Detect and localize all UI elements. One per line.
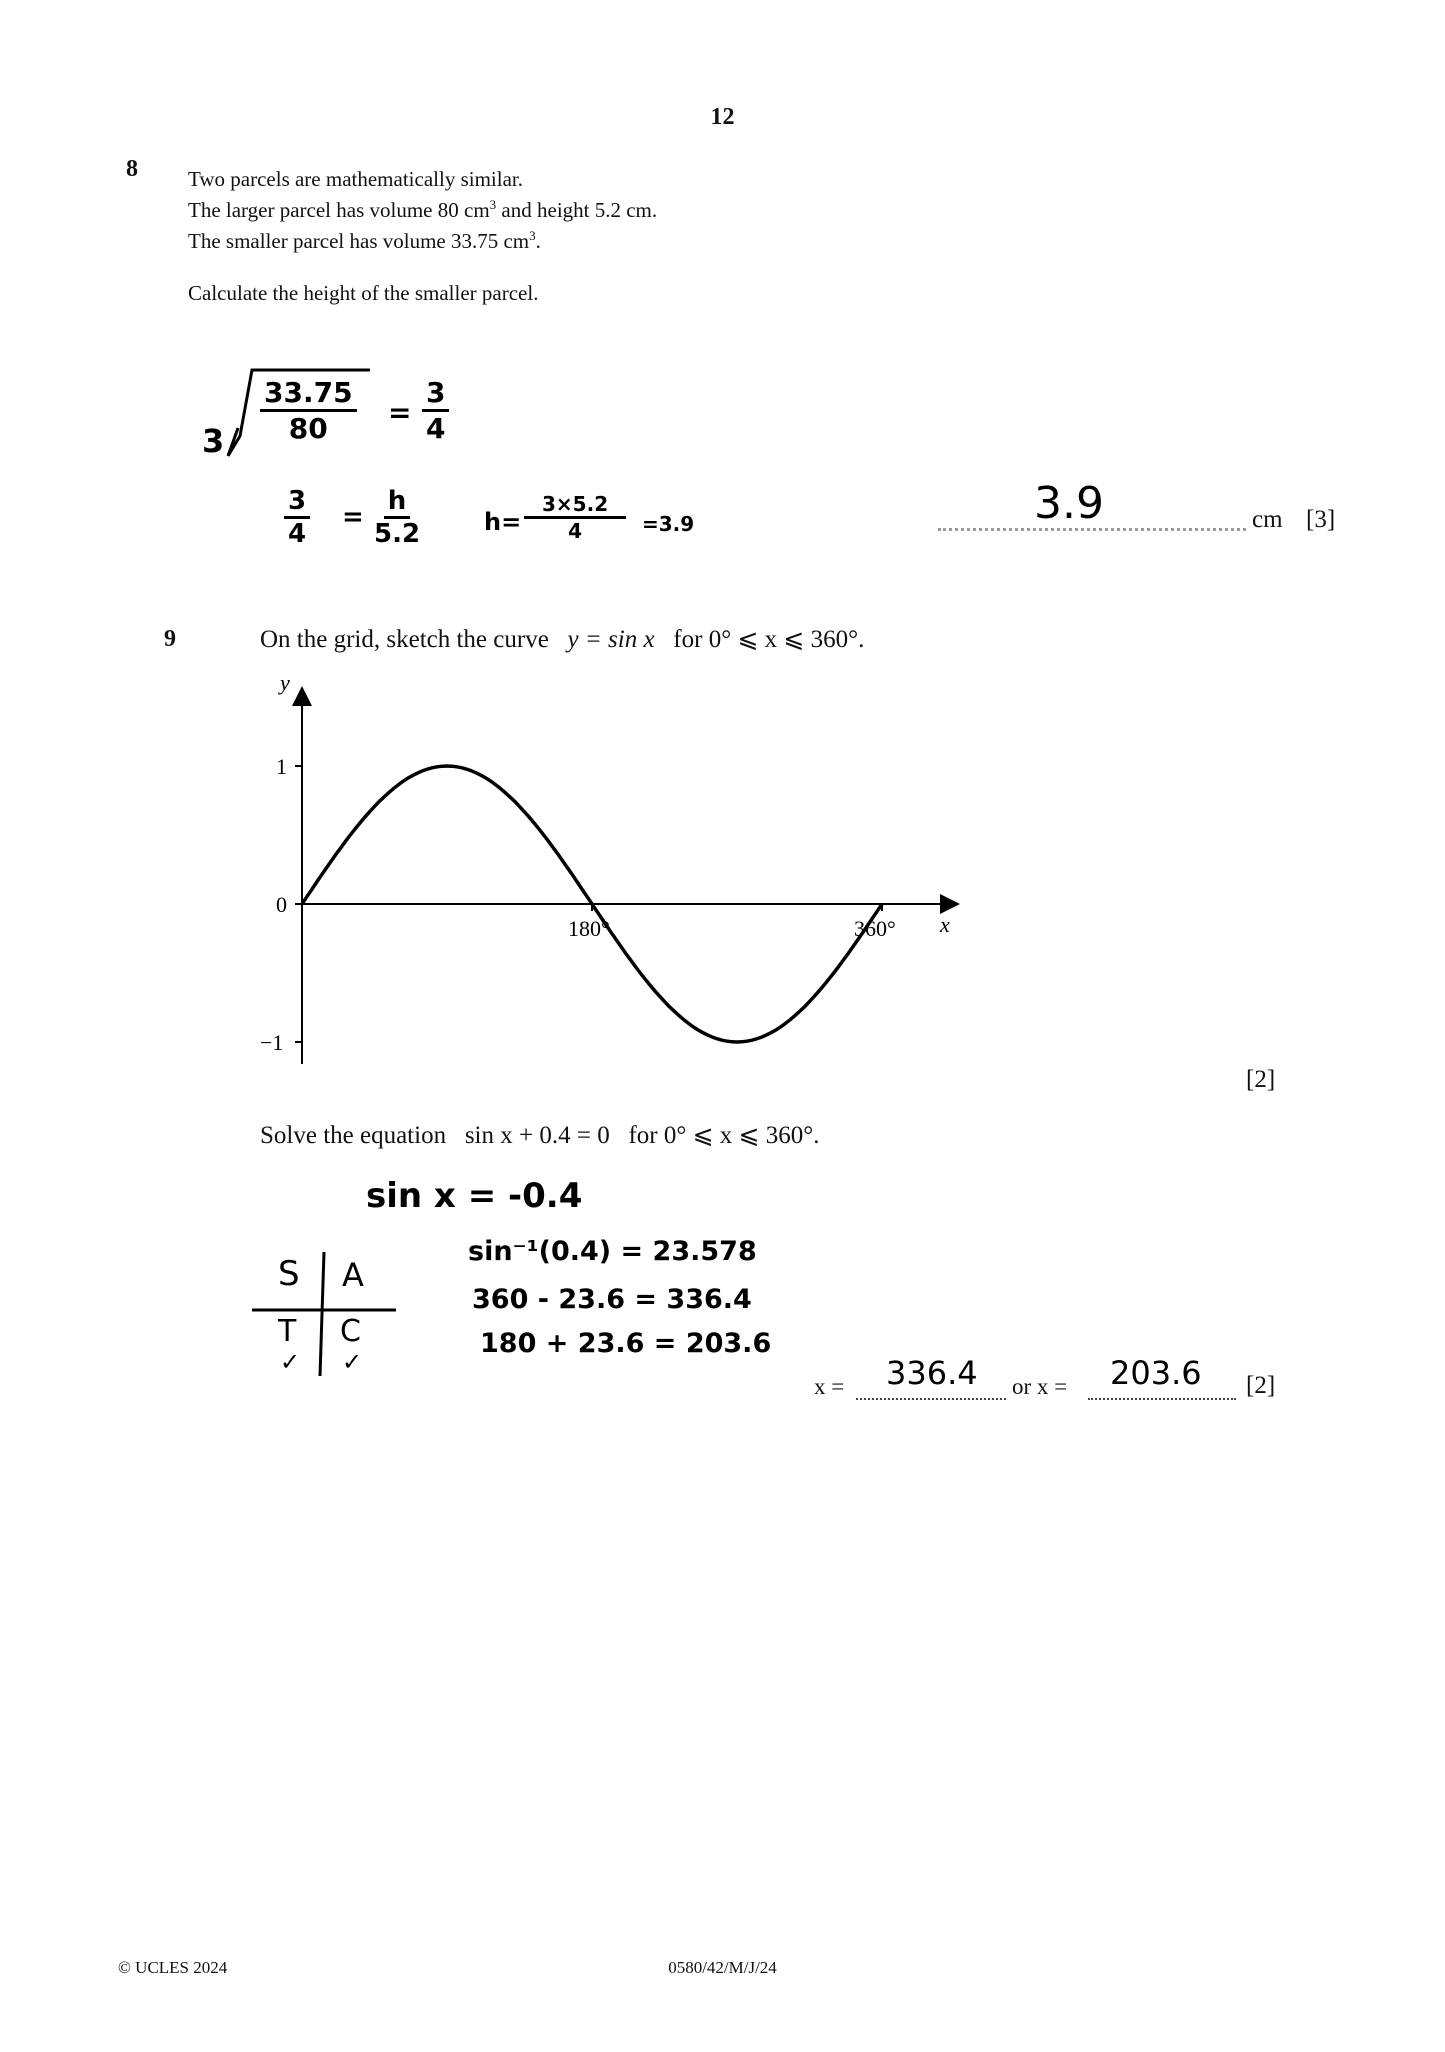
equals-sign: = <box>388 396 412 429</box>
q9-part1-marks: [2] <box>1246 1066 1276 1093</box>
fraction-scale-factor: $\frac{3}{4}$ <box>422 376 449 445</box>
q8-working-root <box>200 368 500 468</box>
y-axis-label: y <box>280 670 290 695</box>
q8-instruction: Calculate the height of the smaller parcel. <box>188 281 539 305</box>
equals-sign-2: = <box>342 502 364 532</box>
q9-part2-text: Solve the equation sin x + 0.4 = 0 for 0° ⩽ x ⩽ 360°. <box>260 1122 820 1149</box>
q8-marks: [3] <box>1306 506 1336 533</box>
footer-copyright: © UCLES 2024 <box>118 1958 228 1977</box>
cast-s: S <box>278 1254 300 1294</box>
y-tick-label-1: 1 <box>276 754 287 779</box>
cast-c: C <box>340 1314 361 1349</box>
sine-graph[interactable] <box>250 670 970 1080</box>
q8-unit: cm <box>1252 506 1283 533</box>
answer2: 203.6 <box>1110 1354 1202 1392</box>
working-line-4: 180 + 23.6 = 203.6 <box>480 1328 772 1359</box>
footer-code: 0580/42/M/J/24 <box>668 1958 777 1977</box>
answer1: 336.4 <box>886 1354 978 1392</box>
q8-answer-line[interactable] <box>938 478 1246 531</box>
tick-t: ✓ <box>280 1348 301 1376</box>
q8-answer: 3.9 <box>1034 478 1104 529</box>
question-8-number: 8 <box>126 156 138 182</box>
q8-line-3: The smaller parcel has volume 33.75 $cm^3$. <box>188 228 541 253</box>
q8-line-2: The larger parcel has volume 80 $cm^3$ and height 5.2 cm. <box>188 197 658 222</box>
cast-a: A <box>342 1256 364 1294</box>
answer2-line[interactable] <box>1088 1354 1236 1400</box>
x-prefix: x = <box>814 1374 845 1399</box>
fraction-3-4: $\frac{3}{4}$ <box>284 486 310 549</box>
h-equals: h= <box>484 508 522 536</box>
working-line-2: sin⁻¹(0.4) = 23.578 <box>468 1236 757 1267</box>
working-line-3: 360 - 23.6 = 336.4 <box>472 1284 752 1315</box>
q8-line-1: Two parcels are mathematically similar. <box>188 167 523 191</box>
x-axis-label: x <box>940 912 950 937</box>
question-9-number: 9 <box>164 626 176 652</box>
cast-t: T <box>278 1314 297 1349</box>
fraction-h-calc: $\frac{3\times 5.2}{4}$ <box>524 492 626 543</box>
fraction-volume-ratio: $\frac{33.75}{80}$ <box>260 376 357 445</box>
working-line-1: sin x = -0.4 <box>366 1176 583 1216</box>
q8-working-height <box>284 486 744 566</box>
page-number: 12 <box>710 104 735 130</box>
answer1-line[interactable] <box>856 1354 1006 1400</box>
y-tick-label-0: 0 <box>276 892 287 917</box>
question-8-text <box>188 166 657 306</box>
x-tick-label-360: 360° <box>854 916 896 941</box>
q9-part1-text: On the grid, sketch the curve y = sin x for 0° ⩽ x ⩽ 360°. <box>260 626 865 653</box>
fraction-h-5-2: $\frac{h}{5.2}$ <box>374 486 421 549</box>
y-tick-label-minus-1: −1 <box>260 1030 284 1055</box>
root-index: 3 <box>202 422 225 460</box>
tick-c: ✓ <box>342 1348 363 1376</box>
q9-part2-marks: [2] <box>1246 1372 1276 1399</box>
cast-diagram <box>250 1248 400 1378</box>
x-tick-label-180: 180° <box>568 916 610 941</box>
h-result: =3.9 <box>642 512 695 536</box>
or-x-text: or x = <box>1012 1374 1068 1399</box>
